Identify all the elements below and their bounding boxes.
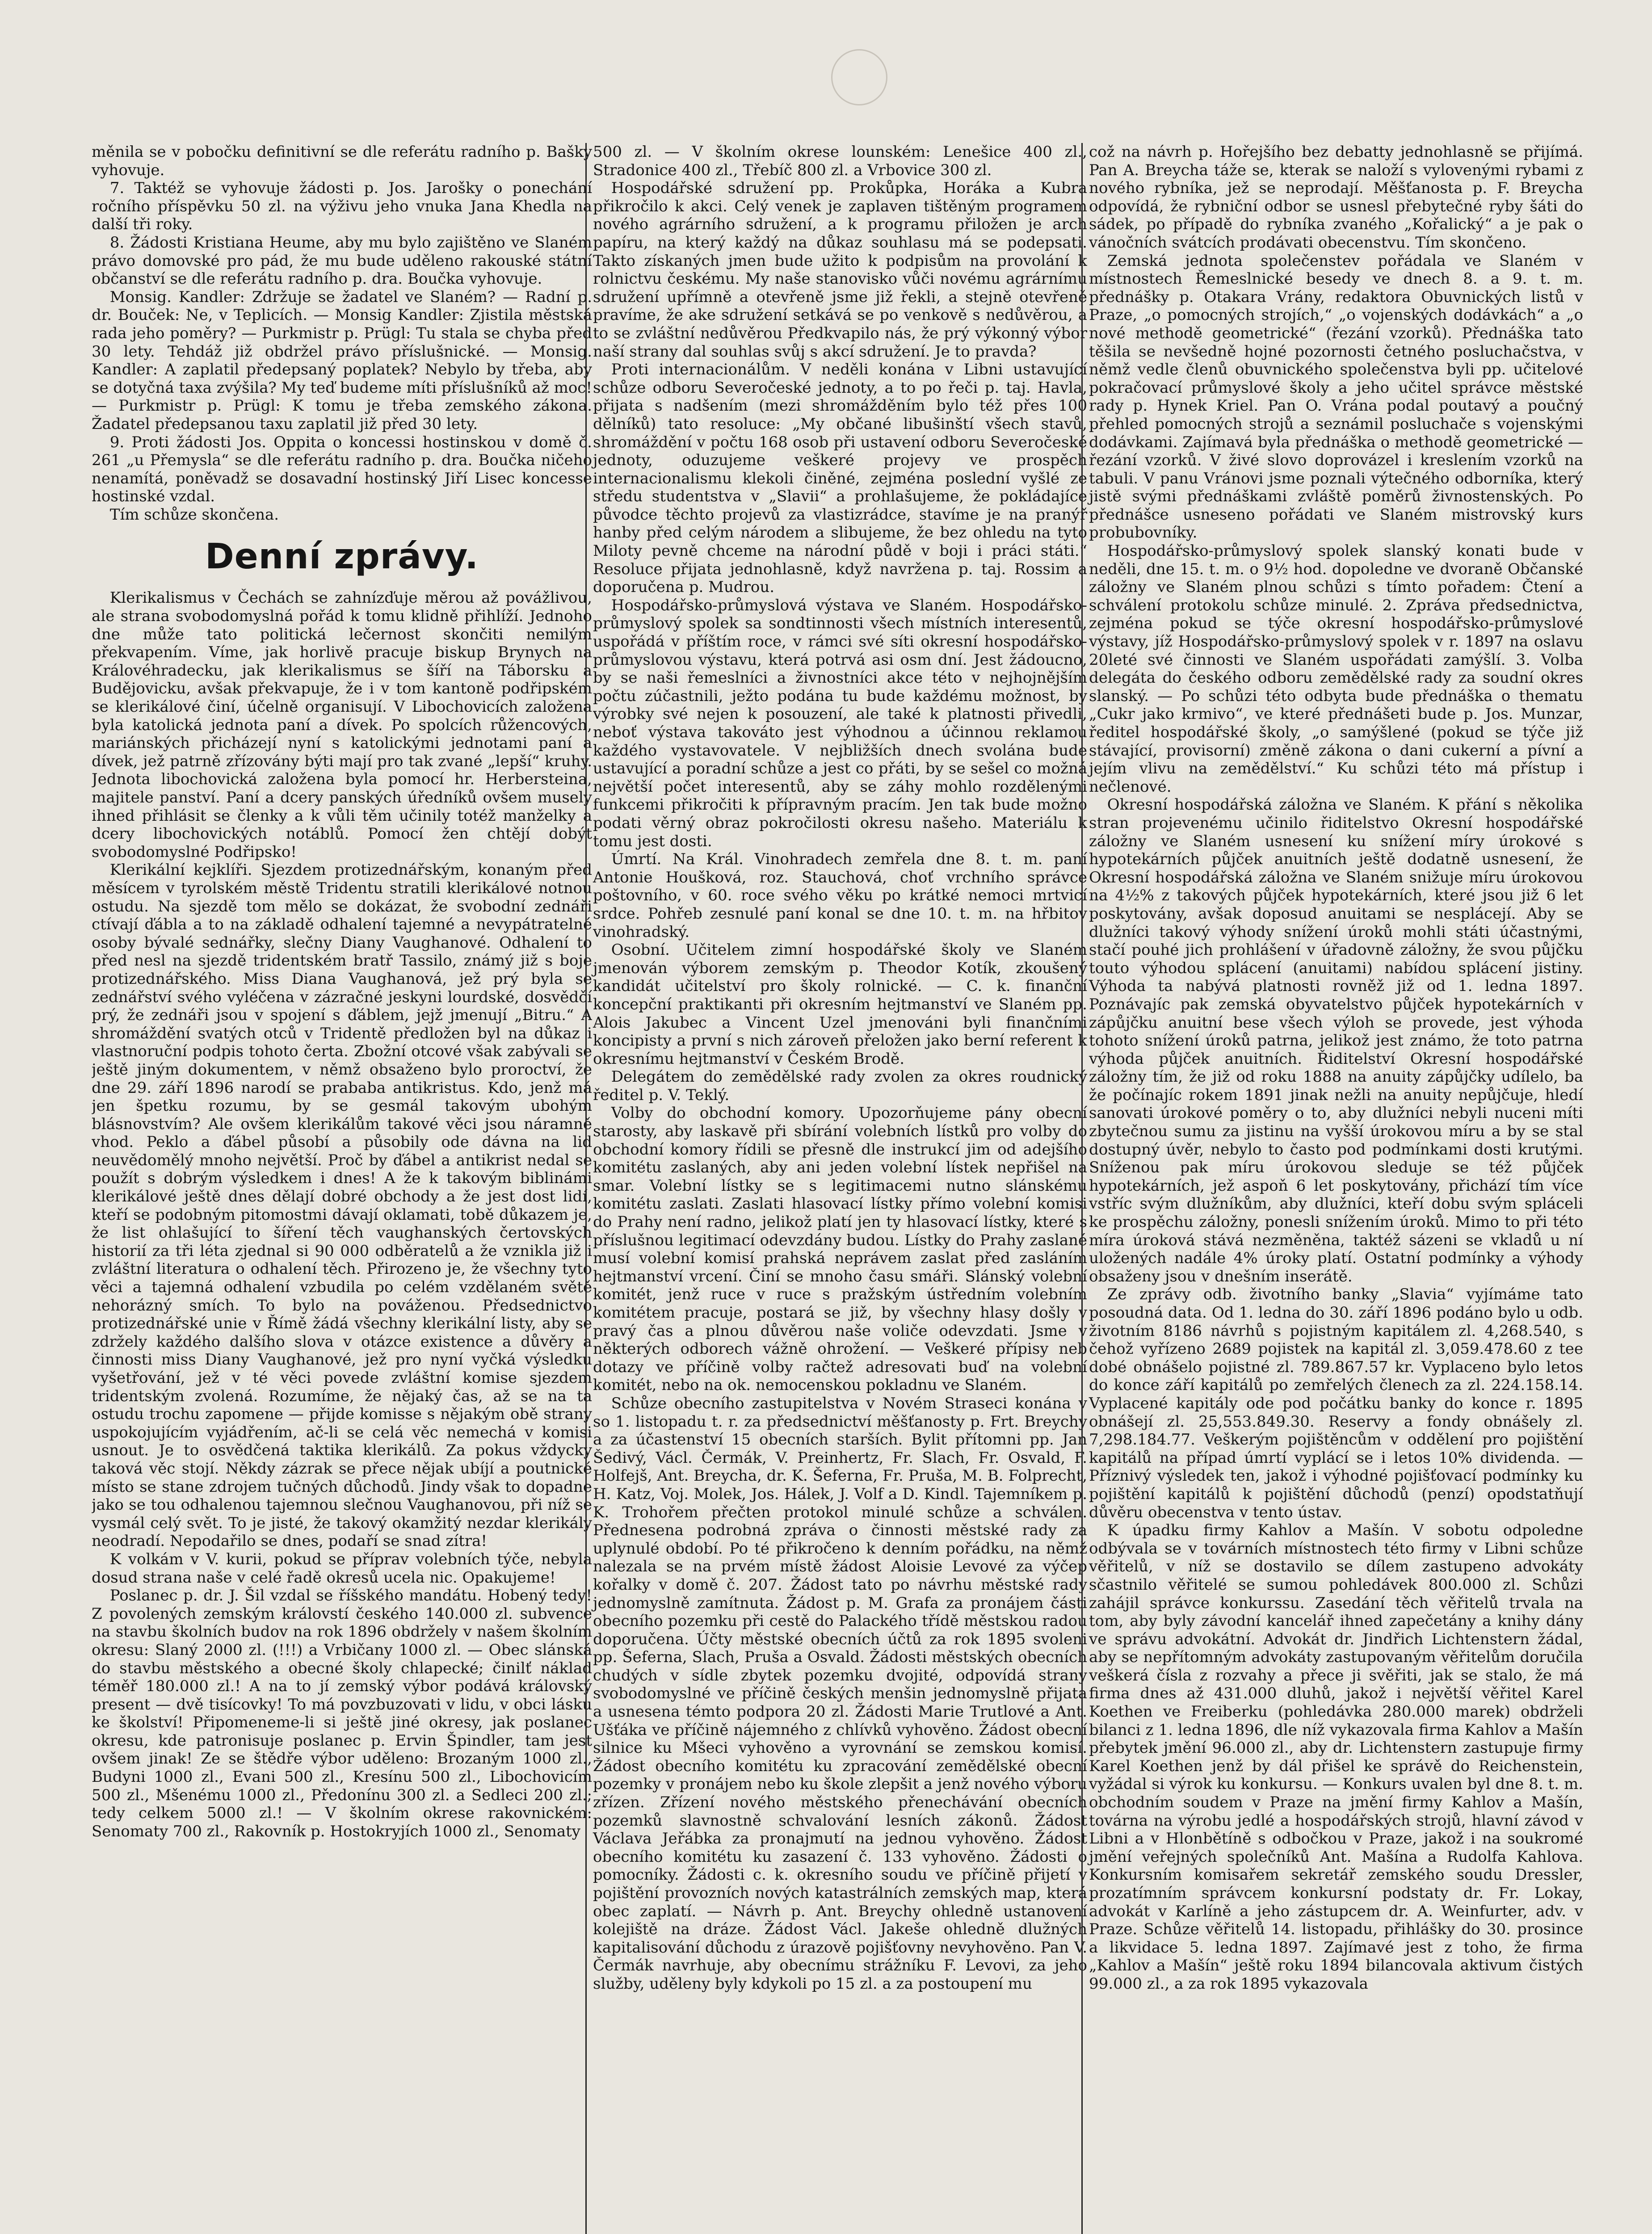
article-paragraph: K volkám v V. kurii, pokud se příprav volebních týče, nebyla dosud strana naše v celé řadě okresů ucela nic. Opakujeme! xyxy=(92,1550,592,1587)
article-paragraph: Volby do obchodní komory. Upozorňujeme pány obecní starosty, aby laskavě při sbírání volebních lístků pro volby do obchodní komory řídili se přesně dle instrukcí jim od adejšího komitétu zaslaných, aby ani jeden volební lístek nepřišel na smar. Volební lístky se s legitimacemi nutno slánskému komitétu zaslati. Zaslati hlasovací lístky přímo volební komisi do Prahy není radno, jelikož platí jen ty hlasovací lístky, které s příslušnou legitimací odevzdány budou. Lístky do Prahy zaslané musí volební komisí prahská neprávem zaslat před zasláním hejtmanství vrcení. Činí se mnoho času smáři. Slánský volební komitét, jenž ruce v ruce s pražským ústředním volebním komitétem pracuje, postará se již, by všechny hlasy došly v pravý čas a plnou důvěrou naše voliče odevzdati. Jsme v některých odborech vážně ohrožení. — Veškeré přípisy neb dotazy ve příčině volby račtež adresovati buď na volební komitét, nebo na ok. nemocenskou pokladnu ve Slaném. xyxy=(593,1104,1087,1394)
article-paragraph: Ze zprávy odb. životního banky „Slavia“ vyjímáme tato posoudná data. Od 1. ledna do 30. září 1896 podáno bylo u odb. životním 8186 návrhů s pojistným kapitálem zl. 4,268.540, s čehož vyřízeno 2689 pojistek na kapitál zl. 3,059.478.60 z tee dobé obnášelo pojistné zl. 789.867.57 kr. Vyplaceno bylo letos do konce září kapitálů po zemřelých členech za zl. 224.158.14. Vyplacené kapitály ode pod počátku banky do konce r. 1895 obnášejí zl. 25,553.849.30. Reservy a fondy obnášely zl. 7,298.184.77. Veškerým pojištěncům v oddělení pro pojištění kapitálů na případ úmrtí vyplácí se i letos 10% dividenda. — Příznivý výsledek ten, jakož i výhodné pojišťovací podmínky ku pojištění kapitálů k pojištění důchodů (penzí) opodstatňují důvěru obecenstva v tento ústav. xyxy=(1089,1285,1583,1521)
column-right xyxy=(1081,143,1583,2234)
article-paragraph: 8. Žádosti Kristiana Heume, aby mu bylo zajištěno ve Slaném právo domovské pro pád, že mu bude uděleno rakouské státní občanství se dle referátu radního p. dra. Boučka vyhovuje. xyxy=(92,233,592,288)
article-paragraph: 9. Proti žádosti Jos. Oppita o koncessi hostinskou v domě č. 261 „u Přemysla“ se dle referátu radního p. dra. Boučka ničeho nenamítá, poněvadž se dosavadní hostinský Jiří Lisec koncesse hostinské vzdal. xyxy=(92,433,592,506)
column-middle xyxy=(585,143,1087,2234)
article-paragraph: Osobní. Učitelem zimní hospodářské školy ve Slaném jmenován výborem zemským p. Theodor Kotík, zkoušený kandidát učitelství pro školy rolnické. — C. k. finanční koncepční praktikanti při okresním hejtmanství ve Slaném pp. Alois Jakubec a Vincent Uzel jmenováni byli finančními koncipisty a první s nich zároveň přeložen jako berní referent k okresnímu hejtmanství v Českém Brodě. xyxy=(593,941,1087,1068)
article-paragraph: Úmrtí. Na Král. Vinohradech zemřela dne 8. t. m. paní Antonie Houšková, roz. Stauchová, choť vrchního správce poštovního, v 60. roce svého věku po krátké nemoci mrtvicí srdce. Pohřeb zesnulé paní konal se dne 10. t. m. na hřbitov vinohradský. xyxy=(593,850,1087,941)
article-paragraph: Tím schůze skončena. xyxy=(109,505,279,524)
article-paragraph: Poslanec p. dr. J. Šil vzdal se říšského mandátu. Hobený tedy! Z povolených zemským královstí českého 140.000 zl. subvence na stavbu školních budov na rok 1896 obdržely v našem školním okresu: Slaný 2000 zl. (!!!) a Vrbičany 1000 zl. — Obec slánská do stavbu městského a obecné školy chlapecké; činilť náklad téměř 180.000 zl.! A na to jí zemský výbor podává královský present — dvě tisícovky! To má povzbuzovati v lidu, v obci lásku ke školství! Připomeneme-li si ještě jiné okresy, jak poslanec okresu, kde patronisuje poslanec p. Ervin Špindler, tam jest ovšem jinak! Ze se štědře výbor uděleno: Brozaným 1000 zl., Budyni 1000 zl., Evani 500 zl., Kresínu 500 zl., Libochovicím 500 zl., Mšenému 1000 zl., Předonínu 300 zl. a Sedleci 200 zl.; tedy celkem 5000 zl.! — V školním okrese rakovnickém: Senomaty 700 zl., Rakovník p. Hostokryjích 1000 zl., Senomaty xyxy=(92,1587,592,1840)
article-paragraph: Proti internacionálům. V neděli konána v Libni ustavující schůze odboru Severočeské jednoty, a to po řeči p. taj. Havla, přijata s nadšením (mezi shromážděním bylo též přes 100 dělníků) tato resoluce: „My občané libušinští všech stavů, shromáždění v počtu 168 osob při ustavení odboru Severočeské jednoty, oduzujeme veškeré projevy ve prospěch internacionalismu klekoli činěné, zejména poslední vyšlé ze středu studentstva v „Slavii“ a prohlašujeme, že pokládajíce původce těchto projevů za vlastizrádce, stavíme je na pranýř hanby před celým národem a slibujeme, že bez ohledu na tyto Miloty pevně chceme na národní půdě v boji i práci státi.“ Resoluce přijata jednohlasně, když navržena p. taj. Rossim a doporučena p. Mudrou. xyxy=(593,361,1087,596)
article-paragraph: Monsig. Kandler: Zdržuje se žadatel ve Slaném? — Radní p. dr. Bouček: Ne, v Teplicích. — Monsig Kandler: Zjistila městská rada jeho poměry? — Purkmistr p. Prügl: Tu stala se chyba před 30 lety. Tehdáž již obdržel právo příslušnické. — Monsig. Kandler: A zaplatil předepsaný poplatek? Nebylo by třeba, aby se dotyčná taxa zvýšila? My teď budeme míti příslušníků až moc! — Purkmistr p. Prügl: K tomu je třeba zemského zákona. Žadatel předepsanou taxu zaplatil již před 30 lety. xyxy=(92,288,592,433)
article-paragraph: Schůze obecního zastupitelstva v Novém Straseci konána v so 1. listopadu t. r. za předsednictví měšťanosty p. Frt. Breychy a za účastenství 15 obecních starších. Bylit přítomni pp. Jan Šedivý, Václ. Čermák, V. Preinhertz, Fr. Slach, Fr. Osvald, F. Holfejš, Ant. Breycha, dr. K. Šeferna, Fr. Pruša, M. B. Folprecht, H. Katz, Voj. Molek, Jos. Hálek, J. Volf a D. Kindl. Tajemníkem p. K. Trohořem přečten protokol minulé schůze a schválen. Přednesena podrobná zpráva o činnosti městské rady za uplynulé období. Po té přikročeno k denním pořádku, na němž nalezala se na prvém místě žádost Aloisie Levové za výčep kořalky v domě č. 207. Žádost tato po návrhu městské rady jednomyslně zamítnuta. Žádost p. M. Grafa za pronájem části obecního pozemku při cestě do Palackého třídě městskou radou doporučena. Účty městské obecních účtů za rok 1895 svoleni pp. Šeferna, Slach, Pruša a Osvald. Žádosti městských obecních chudých v sídle zbytek pozemku dvojité, odpovídá strany svobodomyslné ve příčině českých menšin jednomyslně přijata a usnesena témto podpora 20 zl. Žádosti Marie Trutlové a Ant. Ušťáka ve příčině nájemného z chlívků vyhověno. Žádost obecní silnice ku Mšeci vyhověno a vyrovnání se zemskou komisí. Žádost obecního komitétu ku zpracování zemědělské obecní pozemky v pronájem nebo ku škole zlepšit a jenž nového výboru zřízen. Zřízení nového městského přenechávání obecních pozemků slavnostně schvalování lesních zákonů. Žádost Václava Jeřábka za pronajmutí na jednou vyhověno. Žádost obecního komitétu ku zasazení č. 133 vyhověno. Žádosti o pomocníky. Žádosti c. k. okresního soudu ve příčině přijetí v pojištění provozních nových katastrálních zemských map, která obec zaplatí. — Návrh p. Ant. Breychy ohledně ustanovení kolejiště na dráze. Žádost Václ. Jakeše ohledně dlužných kapitalisování důchodu z úrazově pojišťovny nevyhověno. Pan V. Čermák navrhuje, aby obecnímu strážníku F. Levovi, za jeho služby, uděleny byly kdykoli po 15 zl. a za postoupení mu xyxy=(593,1394,1087,1993)
article-paragraph: Hospodářsko-průmyslová výstava ve Slaném. Hospodářsko-průmyslový spolek sa sondtinnosti všech místních interesentů, uspořádá v příštím roce, v rámci své síti okresní hospodářsko-průmyslovou výstavu, která potrvá asi osm dní. Jest žádoucno, by se naši řemeslníci a živnostníci akce této v nejhojnějším počtu zúčastnili, ježto podána tu bude každému možnost, by výrobky své nejen k posouzení, ale také k platnosti přivedli, neboť výstava takováto jest výhodnou a účinnou reklamou každého vystavovatele. V nejbližších dnech svolána bude ustavující a poradní schůze a jest co přáti, by se sešel co možná největší počet interesentů, aby se záhy mohlo rozdělenými funkcemi přikročiti k přípravným pracím. Jen tak bude možno podati věrný obraz pokročilosti okresu našeho. Materiálu k tomu jest dosti. xyxy=(593,596,1087,850)
article-paragraph: což na návrh p. Hořejšího bez debatty jednohlasně se přijímá. Pan A. Breycha táže se, kterak se naloží s vylovenými rybami z nového rybníka, jež se neprodají. Měšťanosta p. F. Breycha odpovídá, že rybniční odbor se usnesl přebytečné ryby šáti do sádek, po případě do rybníka zvaného „Kořalický“ a je pak o vánočních svátcích prodávati obecenstvu. Tím skončeno. xyxy=(1089,143,1583,252)
article-paragraph: 500 zl. — V školním okrese lounském: Lenešice 400 zl., Stradonice 400 zl., Třebíč 800 zl. a Vrbovice 300 zl. xyxy=(593,143,1087,179)
article-paragraph: K úpadku firmy Kahlov a Mašín. V sobotu odpoledne odbývala se v továrních místnostech této firmy v Libni schůze věřitelů, v níž se dostavilo se dílem zastupeno advokáty sčastnilo věřitelé se sumou pohledávek 800.000 zl. Schůzi zahájil správce konkurssu. Zasedání těch věřitelů trvala na tom, aby byly závodní kancelář ihned zapečetány a knihy dány ve správu advokátní. Advokát dr. Jindřich Lichtenstern žádal, aby se nepřítomným advokáty zastupovaným věřitelům doručila veškerá čísla z rozvahy a přece ji svěřiti, jak se stalo, že má firma dnes až 431.000 dluhů, jakož i největší věřitel Karel Koethen ve Freiberku (pohledávka 280.000 marek) obdrželi bilanci z 1. ledna 1896, dle níž vykazovala firma Kahlov a Mašín přebytek jmění 96.000 zl., aby dr. Lichtenstern zastupuje firmy Karel Koethen jenž by dál přišel ke správě do Reichenstein, vyžádal si výrok ku konkursu. — Konkurs uvalen byl dne 8. t. m. obchodním soudem v Praze na jmění firmy Kahlov a Mašín, továrna na výrobu jedlé a hospodářských strojů, hlavní závod v Libni a v Hlonbětíně s odbočkou v Praze, jakož i na soukromé jmění veřejných společníků Ant. Mašína a Rudolfa Kahlova. Konkursním komisařem sekretář zemského soudu Dressler, prozatímním správcem konkursní podstaty dr. Fr. Lokay, advokát v Karlíně a jeho zástupcem dr. A. Weinfurter, adv. v Praze. Schůze věřitelů 14. listopadu, přihlášky do 30. prosince a likvidace 5. ledna 1897. Zajímavé jest z toho, že firma „Kahlov a Mašín“ ještě roku 1894 bilancovala aktivum čistých 99.000 zl., a za rok 1895 vykazovala xyxy=(1089,1521,1583,1993)
section-heading: Denní zprávy. xyxy=(205,537,479,577)
article-paragraph: 7. Taktéž se vyhovuje žádosti p. Jos. Jarošky o ponechání ročního příspěvku 50 zl. na výživu jeho vnuka Jana Khedla na další tři roky. xyxy=(92,179,592,234)
article-paragraph: měnila se v pobočku definitivní se dle referátu radního p. Bašky vyhovuje. xyxy=(92,143,592,179)
faded-stamp xyxy=(831,49,887,105)
article-paragraph: Hospodářsko-průmyslový spolek slanský konati bude v neděli, dne 15. t. m. o 9½ hod. dopoledne ve dvoraně Občanské záložny ve Slaném plnou schůzi s tímto pořadem: Čtení a schválení protokolu schůze minulé. 2. Zpráva předsednictva, zejména pokud se týče okresní hospodářsko-průmyslové výstavy, jíž Hospodářsko-průmyslový spolek v r. 1897 na oslavu 20leté své činnosti ve Slaném uspořádati zamýšlí. 3. Volba delegáta do českého odboru zemědělské rady za soudní okres slanský. — Po schůzi této odbyta bude přednáška o thematu „Cukr jako krmivo“, ve které přednášeti bude p. Jos. Munzar, ředitel hospodářské školy, „o samýšlené (pokud se týče již stávající, provisorní) změně zákona o dani cukerní a pívní a jejím vlivu na zemědělství.“ Ku schůzi této má přístup i nečlenové. xyxy=(1089,542,1583,796)
article-paragraph: Delegátem do zemědělské rady zvolen za okres roudnický ředitel p. V. Teklý. xyxy=(593,1068,1087,1104)
article-paragraph: Okresní hospodářská záložna ve Slaném. K přání s několika stran projevenému učinilo řiditelstvo Okresní hospodářské záložny ve Slaném usnesení ku snížení míry úrokové s hypotekárních půjček anuitních ještě dodatně usnesení, že Okresní hospodářská záložna ve Slaném snižuje míru úrokovou na 4½% z takových půjček hypotekárních, které jsou již 6 let poskytovány, avšak doposud anuitami se nesplácejí. Aby se dlužníci takový výhody snížení úroků mohli státi účastnými, stačí pouhé jich prohlášení v úřadovně záložny, že svou půjčku touto výhodou splácení (anuitami) nabídou splácení jistiny. Výhoda ta nabývá platnosti rovněž již od 1. ledna 1897. Poznávajíc pak zemská obyvatelstvo půjček hypotekárních v zápůjčku anuitní bese všech výloh se provede, jest výhoda tohoto snížení úroků patrna, jelikož jest známo, že toto patrna výhoda půjček anuitních. Řiditelství Okresní hospodářské záložny tím, že již od roku 1888 na anuity zápůjčky udílelo, ba že počínajíc rokem 1891 jinak nežli na anuity nepůjčuje, hledí sanovati úrokové poměry o to, aby dlužníci nebyli nuceni míti zbytečnou sumu za jistinu na vyšší úrokovou míru a by se stal dostupný úvěr, nebylo to často pod podmínkami dosti krutými. Sníženou pak míru úrokovou sleduje se též půjček hypotekárních, jež aspoň 6 let poskytovány, přichází tím více vstříc svým dlužníkům, aby dlužníci, kteří dobu svým spláceli ke prospěchu záložny, ponesli snížením úroků. Mimo to při této míra úroková stává nezměněna, taktéž sázeni se vkladů u ní uložených nadále 4% úroky platí. Ostatní podmínky a výhody obsaženy jsou v dnešním inserátě. xyxy=(1089,796,1583,1285)
column-left xyxy=(92,143,592,2234)
article-paragraph: Hospodářské sdružení pp. Prokůpka, Horáka a Kubra přikročilo k akci. Celý venek je zaplaven tištěným programem nového agrárního sdružení, a k programu přiložen je arch papíru, na který každý na důkaz souhlasu má se podepsati. Takto získaných jmen bude užito k podpisům na provolání k rolnictvu českému. My naše stanovisko vůči novému agrárnímu sdružení upřímně a otevřeně jsme již řekli, a stejně otevřeně pravíme, že ake sdružení setkává se po venkově s nedůvěrou, a to se zvláštní nedůvěrou Předkvapilo nás, že prý výkonný výbor naší strany dal souhlas svůj s akcí sdružení. Je to pravda? xyxy=(593,179,1087,361)
article-paragraph: Klerikální kejklíři. Sjezdem protizednářským, konaným před měsícem v tyrolském městě Tridentu stratili klerikálové notnou ostudu. Na sjezdě tom mělo se dokázat, že svobodní zednáři ctívají ďábla a to na základě odhalení tajemné a nevypátratelné osoby bývalé sednářky, slečny Diany Vaughanové. Odhalení to před nesl na sjezdě tridentském bratř Tassilo, známý již s boje protizednářského. Miss Diana Vaughanová, jež prý byla se zednářství svého vyléčena v zázračné jeskyni lourdské, dosvědčí prý, že zednáři jsou v spojení s ďáblem, jejž jmenují „Bitru.“ A shromáždění svatých otců v Tridentě předložen byl na důkaz i vlastnoruční podpis tohoto čerta. Zbožní otcové však zabývali se ještě jiným dokumentem, v němž obsaženo bylo proroctví, že dne 29. září 1896 narodí se prababa antikristus. Kdo, jenž má jen špetku rozumu, by se gesmál takovým ubohým blásnovstvím? Ale ovšem klerikálům takové věci jsou náramně vhod. Peklo a ďábel působí a působily ode dávna na lid neuvědomělý mnoho největší. Proč by ďábel a antikrist nedal se použít s dobrým výsledkem i dnes! A že k takovým biblinámi klerikálové ještě dnes dělají dobré obchody a že jest dost lidí, kteří se podobným pitomostmi dávají oklamati, tobě důkazem je, že list ohlašující to šíření těch vaughanských čertovských historií za tři léta zjednal si 90 000 odběratelů a že vznikla již i zvláštní literatura o odhalení těch. Přirozeno je, že všechny tyto věci a tajemná odhalení vzbudila po celém vzdělaném světě nehorázný smích. To bylo na pováženou. Předsednictvo protizednářské unie v Římě žádá všechny klerikální listy, aby se zdržely každého dalšího slova v otázce existence a důvěry a činnosti miss Diany Vaughanové, jež pro nyní vyčká výsledku vyšetřování, jež v té věci povede zvláštní komise sjezdem tridentským zvolená. Rozumíme, že nějaký čas, až se na ta ostudu trochu zapomene — přijde komisse s nějakým obě strany uspokojujícím vyjádřením, ač-li se celá věc nemechá v komisi usnout. Je to osvědčená taktika klerikálů. Za pokus vždycky taková věc stojí. Někdy zázrak se přece nějak ubíjí a poutnické místo se stane zdrojem tučných důchodů. Jindy však to dopadne jako se tou odhalenou tajemnou slečnou Vaughanovou, při níž se vysmál celý svět. To je jisté, že takový okamžitý nezdar klerikály neodradí. Nepodařilo se dnes, podaří se snad zítra! xyxy=(92,861,592,1550)
article-paragraph: Klerikalismus v Čechách se zahnízďuje měrou až povážlivou, ale strana svobodomyslná pořád k tomu klidně přihlíží. Jednoho dne může tato politická lečernost skončiti nemilým překvapením. Víme, jak horlivě pracuje biskup Brynych na Královéhradecku, jak klerikalismus se šíří na Táborsku a Budějovicku, avšak překvapuje, že i v tom kantoně podřipském se klerikálové činí, účelně organisují. V Libochovicích založena byla katolická jednota paní a dívek. Po spolcích růžencových, mariánských přicházejí nyní s katolickými jednotami paní a dívek, jež patrně zřízovány býti mají pro tak zvané „lepší“ kruhy. Jednota libochovická založena byla pomocí hr. Herbersteina, majitele panství. Paní a dcery panských úředníků ovšem musely ihned přihlásit se členky a k vůli těm učinily totéž manželky a dcery libochovických notáblů. Pomocí žen chtějí dobýt svobodomyslné Podřipsko! xyxy=(92,589,592,861)
article-paragraph: Zemská jednota společenstev pořádala ve Slaném v místnostech Řemeslnické besedy ve dnech 8. a 9. t. m. přednášky p. Otakara Vrány, redaktora Obuvnických listů v Praze, „o pomocných strojích,“ „o vojenských dodávkách“ a „o nové methodě geometrické“ (řezání vzorků). Přednáška tato těšila se nevšedně hojné pozornosti četného posluchačstva, v němž vedle členů obuvnického společenstva byli pp. učitelové pokračovací průmyslové školy a jeho učitel správce městské rady p. Hynek Kriel. Pan O. Vrána podal poutavý a poučný přehled pomocných strojů a seznámil posluchače s vojenskými dodávkami. Zajímavá byla přednáška o methodě geometrické — řezání vzorků. V živé slovo doprovázel i kreslením vzorků na tabuli. V panu Vránovi jsme poznali výtečného odborníka, který jistě svými přednáškami zvláště poměrů živnostenských. Po přednášce usneseno pořádati ve Slaném mistrovský kurs probubovníky. xyxy=(1089,252,1583,542)
